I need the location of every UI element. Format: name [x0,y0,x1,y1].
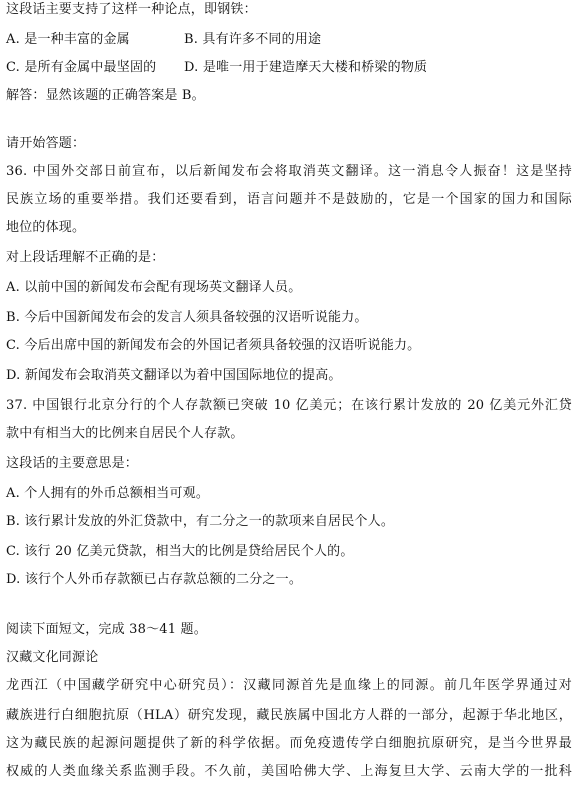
q36-option-a: A. 以前中国的新闻发布会配有现场英文翻译人员。 [6,280,302,295]
q37-option-b: B. 该行累计发放的外汇贷款中，有二分之一的款项来自居民个人。 [6,514,395,529]
q36-option-b: B. 今后中国新闻发布会的发言人须具备较强的汉语听说能力。 [6,310,368,325]
reading-instruction: 阅读下面短文，完成 38～41 题。 [6,622,207,637]
reading-paragraph-line-2: 藏族进行白细胞抗原（HLA）研究发现，藏民族属中国北方人群的一部分，起源于华北地区， [6,708,572,723]
q37-question: 这段话的主要意思是： [6,456,139,471]
q37-option-c: C. 该行 20 亿美元贷款，相当大的比例是贷给居民个人的。 [6,544,354,559]
reading-paragraph-line-1: 龙西江（中国藏学研究中心研究员）：汉藏同源首先是血缘上的同源。前几年医学界通过对 [6,678,572,693]
q36-stem-line-2: 民族立场的重要举措。我们还要看到，语言问题并不是鼓励的，它是一个国家的国力和国际 [6,192,572,207]
q36-stem-line-3: 地位的体现。 [6,220,86,235]
start-prompt: 请开始答题： [6,136,86,151]
q36-option-c: C. 今后出席中国的新闻发布会的外国记者须具备较强的汉语听说能力。 [6,338,421,353]
reading-paragraph-line-4: 权威的人类血缘关系监测手段。不久前，美国哈佛大学、上海复旦大学、云南大学的一批科 [6,764,572,779]
q36-stem-line-1: 36. 中国外交部日前宣布，以后新闻发布会将取消英文翻译。这一消息令人振奋！这是坚持 [6,164,572,179]
example-option-b: B. 具有许多不同的用途 [184,32,322,47]
example-options-row-1 [6,32,572,48]
example-intro: 这段话主要支持了这样一种论点，即钢铁： [6,2,257,17]
q36-option-d: D. 新闻发布会取消英文翻译以为着中国国际地位的提高。 [6,368,342,383]
example-explanation: 解答：显然该题的正确答案是 B。 [6,88,205,103]
example-option-d: D. 是唯一用于建造摩天大楼和桥梁的物质 [184,60,428,75]
example-option-c: C. 是所有金属中最坚固的 [6,60,157,75]
reading-title: 汉藏文化同源论 [6,650,99,665]
reading-paragraph-line-3: 这为藏民族的起源问题提供了新的科学依据。而免疫遗传学白细胞抗原研究，是当今世界最 [6,736,572,751]
q37-stem-line-2: 款中有相当大的比例来自居民个人存款。 [6,426,244,441]
q36-question: 对上段话理解不正确的是： [6,250,165,265]
example-option-a: A. 是一种丰富的金属 [6,32,130,47]
q37-option-d: D. 该行个人外币存款额已占存款总额的二分之一。 [6,572,303,587]
q37-stem-line-1: 37. 中国银行北京分行的个人存款额已突破 10 亿美元；在该行累计发放的 20 亿美元外汇贷 [6,398,572,413]
q37-option-a: A. 个人拥有的外币总额相当可观。 [6,486,210,501]
example-options-row-2 [6,60,572,76]
